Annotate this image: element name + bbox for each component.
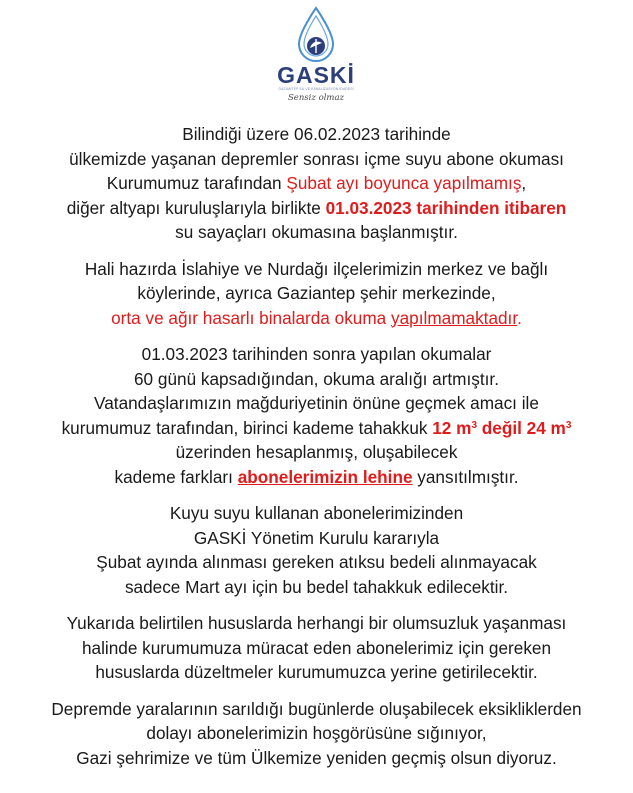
text-line <box>0 171 633 196</box>
text-line: Depremde yaralarının sarıldığı bugünlerde oluşabilecek eksikliklerden <box>51 698 582 719</box>
logo-subtitle: GAZİANTEP SU VE KANALİZASYON İDARESİ <box>278 87 354 91</box>
text-line: 60 günü kapsadığından, okuma aralığı artmıştır. <box>134 368 499 389</box>
highlight-volume <box>432 418 571 438</box>
text-line: sadece Mart ayı için bu bedel tahakkuk edilecektir. <box>124 576 509 597</box>
text-line: GASKİ Yönetim Kurulu kararıyla <box>193 527 440 548</box>
highlight-text: Şubat ayı boyunca yapılmamış <box>286 173 522 193</box>
paragraph-corrections <box>0 611 633 685</box>
text-segment: kademe farkları <box>114 466 238 487</box>
superscript: 3 <box>471 419 477 431</box>
text-line: Gazi şehrimize ve tüm Ülkemize yeniden geçmiş olsun diyoruz. <box>76 747 557 768</box>
text-line: Şubat ayında alınması gereken atıksu bedeli alınmayacak <box>96 552 537 572</box>
text-line: dolayı abonelerimizin hoşgörüsüne sığınıyor, <box>146 723 487 743</box>
text-line: Yukarıda belirtilen hususlarda herhangi bir olumsuzluk yaşanması <box>66 613 567 633</box>
text-line: hususlarda düzeltmeler kurumumuzca yerine getirilecektir. <box>95 662 538 682</box>
announcement-body <box>0 122 633 770</box>
text-line <box>0 465 633 490</box>
text-line: Bilindiği üzere 06.02.2023 tarihinde <box>182 124 451 144</box>
paragraph-closing <box>0 697 633 771</box>
text-line: köylerinde, ayrıca Gaziantep şehir merkezinde, <box>137 283 496 303</box>
water-drop-icon <box>293 6 339 64</box>
paragraph-damaged-areas <box>0 257 633 331</box>
paragraph-billing <box>0 342 633 489</box>
paragraph-well-water <box>0 501 633 599</box>
text-line: su sayaçları okumasına başlanmıştır. <box>175 222 458 242</box>
text-line: Hali hazırda İslahiye ve Nurdağı ilçelerimizin merkez ve bağlı <box>84 258 549 279</box>
text-segment: kurumumuz tarafından, birinci kademe tahakkuk <box>61 417 433 438</box>
text-line: üzerinden hesaplanmış, oluşabilecek <box>175 442 458 462</box>
logo-wordmark: GASKİ <box>277 62 355 88</box>
paragraph-readings-start <box>0 122 633 245</box>
highlight-text: orta ve ağır hasarlı binalarda okuma <box>111 307 392 328</box>
text-line <box>0 306 633 331</box>
text-segment: , <box>521 173 527 193</box>
text-line: halinde kurumumuza müracat eden abonelerimiz için gereken <box>81 637 552 658</box>
text-segment: Kurumumuz tarafından <box>106 173 287 193</box>
text-line: Vatandaşlarımızın mağduriyetinin önüne geçmek amacı ile <box>94 393 539 413</box>
highlight-underlined: abonelerimizin lehine <box>237 466 413 487</box>
text-segment: yansıtılmıştır. <box>412 466 519 487</box>
text-segment: . <box>517 307 522 328</box>
text-line: Kuyu suyu kullanan abonelerimizinden <box>169 503 464 523</box>
text-line: ülkemizde yaşanan depremler sonrası içme suyu abone okuması <box>69 148 564 169</box>
text-line: 01.03.2023 tarihinden sonra yapılan okumalar <box>141 344 492 364</box>
logo-slogan: Sensiz olmaz <box>287 93 345 103</box>
text-segment: 12 m <box>432 417 472 438</box>
highlight-underlined: yapılmamaktadır <box>391 307 518 328</box>
text-segment: diğer altyapı kuruluşlarıyla birlikte <box>66 197 326 218</box>
text-line <box>0 416 633 441</box>
highlight-date: 01.03.2023 tarihinden itibaren <box>325 197 567 218</box>
text-segment: değil 24 m <box>477 417 566 438</box>
text-line <box>0 196 633 221</box>
superscript: 3 <box>565 419 572 431</box>
gaski-logo <box>265 6 367 106</box>
